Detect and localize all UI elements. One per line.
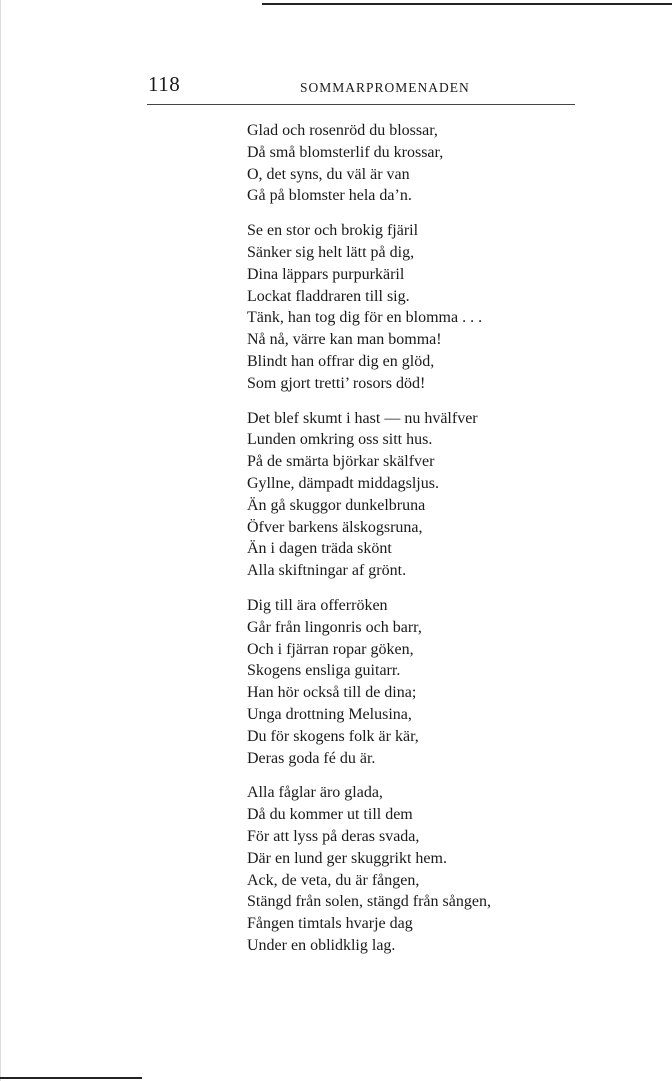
stanza-4 [247,595,647,769]
verse-line: För att lyss på deras svada, [247,827,420,845]
verse-line: Då små blomsterlif du krossar, [247,143,444,161]
verse-line: Det blef skumt i hast — nu hvälfver [247,409,478,427]
verse-line: Tänk, han tog dig för en blomma . . . [247,309,483,327]
verse-line: Se en stor och brokig fjäril [247,222,419,240]
stanza-1 [247,120,647,207]
header-rule [147,104,575,105]
stanza-5 [247,782,647,956]
verse-line: Glad och rosenröd du blossar, [247,122,438,139]
verse-line: Deras goda fé du är. [247,749,376,767]
page-edge [0,0,1,1081]
verse-line: Går från lingonris och barr, [247,618,422,636]
verse-line: Fången timtals hvarje dag [247,915,413,933]
verse-line: Gå på blomster hela da’n. [247,187,412,205]
verse-line: På de smärta björkar skälfver [247,453,435,471]
page-number: 118 [148,72,181,96]
verse-line: Dig till ära offerröken [247,596,388,614]
verse-line: Än gå skuggor dunkelbruna [247,496,426,514]
verse-line: Dina läppars purpurkäril [247,265,405,283]
verse-line: Än i dagen träda skönt [247,540,392,558]
top-rule [262,3,672,5]
verse-line: Lockat fladdraren till sig. [247,287,410,305]
verse-line: Sänker sig helt lätt på dig, [247,243,415,261]
stanza-2 [247,220,647,394]
verse-line: Där en lund ger skuggrikt hem. [247,849,447,867]
verse-line: Som gjort tretti’ rosors död! [247,374,426,392]
verse-line: Han hör också till de dina; [247,684,417,702]
verse-line: Du för skogens folk är kär, [247,727,419,745]
bottom-rule [0,1077,142,1079]
stanza-3 [247,408,647,582]
verse-line: Gyllne, dämpadt middagsljus. [247,474,439,492]
verse-line: Under en oblidklig lag. [247,936,396,954]
verse-line: Och i fjärran ropar göken, [247,640,414,658]
poem [247,120,647,970]
verse-line: Då du kommer ut till dem [247,806,413,824]
verse-line: Unga drottning Melusina, [247,705,412,723]
verse-line: Lunden omkring oss sitt hus. [247,431,433,449]
verse-line: Alla fåglar äro glada, [247,784,383,802]
verse-line: Öfver barkens älskogsruna, [247,518,423,536]
verse-line: Stängd från solen, stängd från sången, [247,893,491,911]
verse-line: O, det syns, du väl är van [247,165,410,183]
verse-line: Alla skiftningar af grönt. [247,562,407,580]
verse-line: Ack, de veta, du är fången, [247,871,420,889]
running-title: SOMMARPROMENADEN [300,80,470,95]
verse-line: Skogens ensliga guitarr. [247,662,401,680]
verse-line: Blindt han offrar dig en glöd, [247,352,435,370]
verse-line: Nå nå, värre kan man bomma! [247,331,442,349]
